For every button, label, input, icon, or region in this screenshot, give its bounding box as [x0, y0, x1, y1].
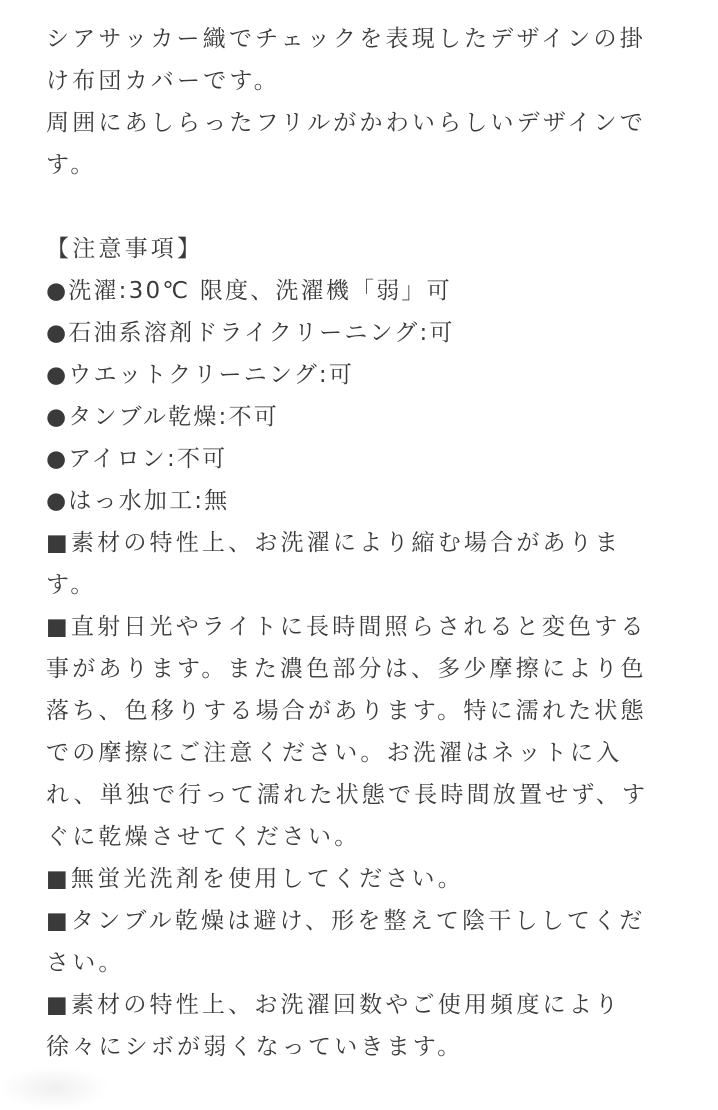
paragraph-spacer — [46, 186, 676, 228]
remark-line: す。 — [46, 572, 97, 598]
text-line: 周囲にあしらったフリルがかわいらしいデザインで — [46, 110, 647, 136]
remark-line: 落ち、色移りする場合があります。特に濡れた状態 — [46, 698, 647, 724]
description-paragraph — [46, 18, 676, 186]
text-line: け布団カバーです。 — [46, 68, 280, 94]
text-line: す。 — [46, 152, 97, 178]
remark-line: 徐々にシボが弱くなっていきます。 — [46, 1034, 464, 1060]
care-item: ●はっ水加工:無 — [46, 488, 230, 514]
remark-line: 事があります。また濃色部分は、多少摩擦により色 — [46, 656, 647, 682]
remark-line: ■タンブル乾燥は避け、形を整えて陰干ししてくだ — [46, 908, 646, 934]
remark-line: ■素材の特性上、お洗濯により縮む場合がありま — [46, 530, 622, 556]
remark-line: ぐに乾燥させてください。 — [46, 824, 361, 850]
scroll-shadow — [0, 1066, 110, 1110]
care-item: ●タンブル乾燥:不可 — [46, 404, 279, 430]
care-item: ●石油系溶剤ドライクリーニング:可 — [46, 320, 455, 346]
remarks-list — [46, 522, 676, 1068]
remark-line: ■素材の特性上、お洗濯回数やご使用頻度により — [46, 992, 622, 1018]
text-line: シアサッカー織でチェックを表現したデザインの掛 — [46, 26, 646, 52]
notes-heading: 【注意事項】 — [46, 236, 204, 262]
care-item: ●アイロン:不可 — [46, 446, 228, 472]
remark-line: れ、単独で行って濡れた状態で長時間放置せず、す — [46, 782, 649, 808]
notes-section — [46, 228, 676, 1068]
remark-line: さい。 — [46, 950, 125, 976]
care-list — [46, 270, 676, 522]
care-item: ●ウエットクリーニング:可 — [46, 362, 355, 388]
remark-line: での摩擦にご注意ください。お洗濯はネットに入 — [46, 740, 623, 766]
product-description — [46, 18, 676, 1068]
remark-line: ■直射日光やライトに長時間照らされると変色する — [46, 614, 647, 640]
remark-line: ■無蛍光洗剤を使用してください。 — [46, 866, 464, 892]
care-item: ●洗濯:30℃ 限度、洗濯機「弱」可 — [46, 278, 452, 304]
